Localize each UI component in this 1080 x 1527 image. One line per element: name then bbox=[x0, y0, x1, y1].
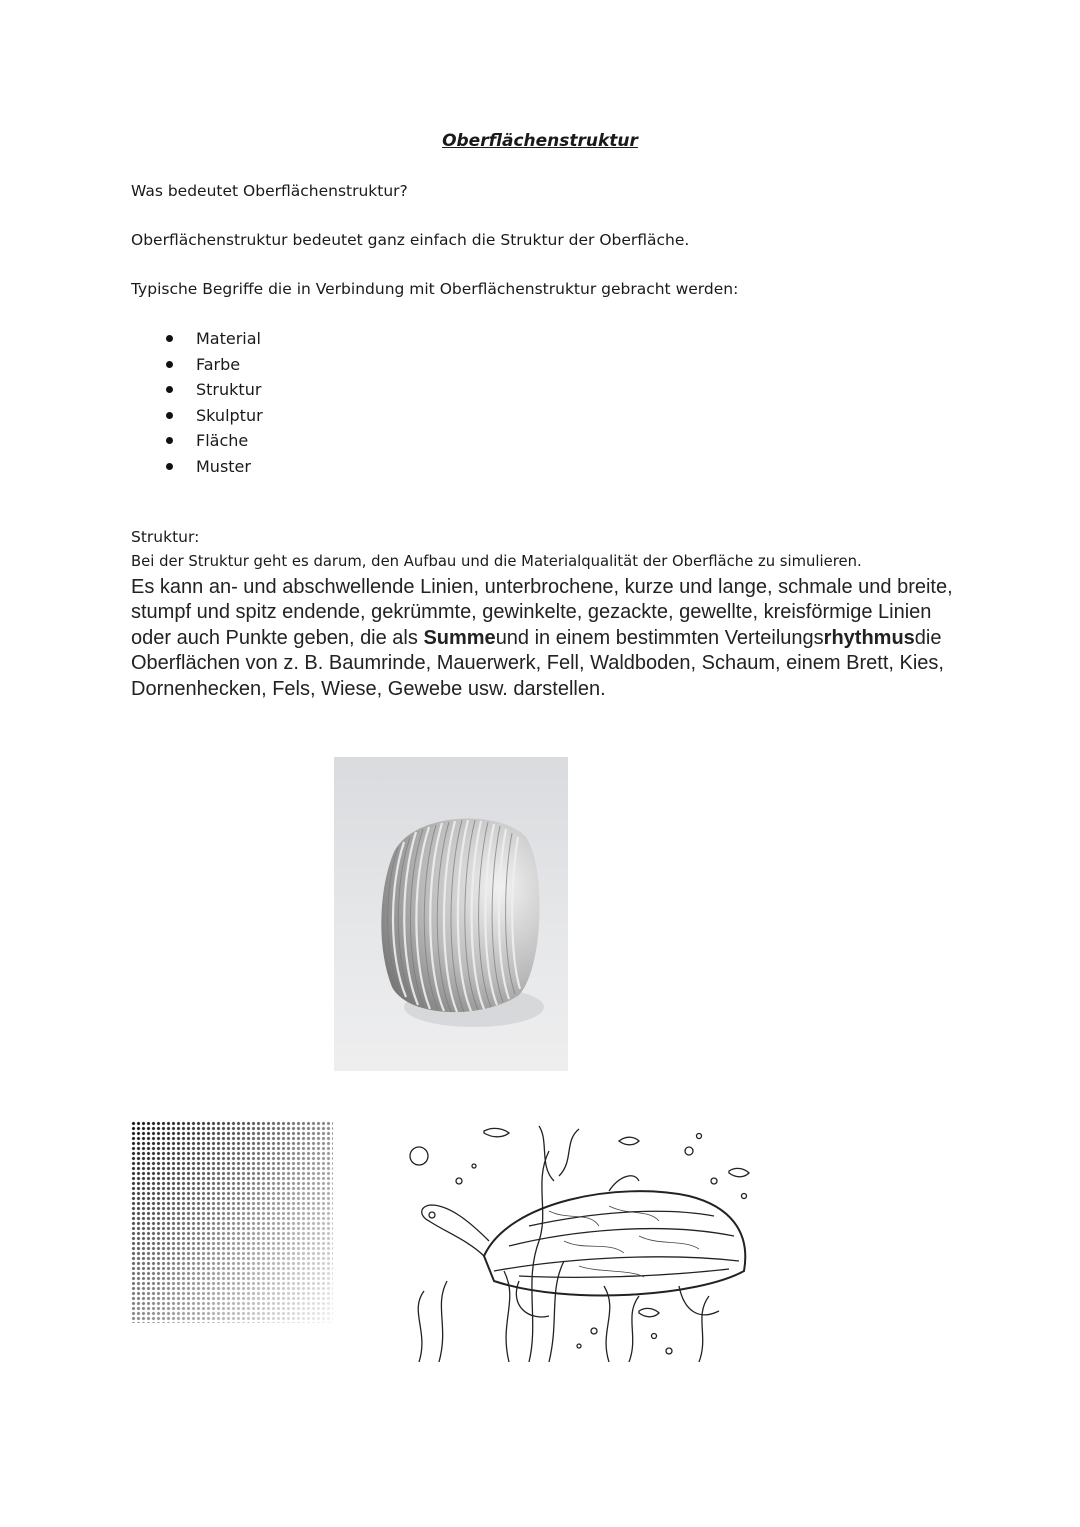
answer-text: Oberflächenstruktur bedeutet ganz einfach die Struktur der Oberfläche. bbox=[131, 231, 690, 249]
sculpture-image bbox=[334, 757, 568, 1071]
structure-intro-text: Bei der Struktur geht es darum, den Aufbau und die Materialqualität der Oberfläche zu simulieren. bbox=[131, 553, 862, 570]
terms-list bbox=[131, 326, 263, 479]
halftone-pattern-image bbox=[131, 1121, 333, 1323]
terms-intro-text: Typische Begriffe die in Verbindung mit Oberflächenstruktur gebracht werden: bbox=[131, 280, 739, 298]
bold-term-rhythmus: rhythmus bbox=[823, 626, 915, 649]
list-item: Material bbox=[131, 326, 263, 352]
list-item: Skulptur bbox=[131, 403, 263, 429]
question-text: Was bedeutet Oberflächenstruktur? bbox=[131, 182, 408, 200]
list-item: Muster bbox=[131, 454, 263, 480]
list-item: Farbe bbox=[131, 352, 263, 378]
bold-term-summe: Summe bbox=[423, 626, 496, 649]
structure-body-text: Es kann an- und abschwellende Linien, unterbrochene, kurze und lange, schmale und breite, stumpf und spitz endende, gekrümmte, gewinkelte, gezackte, gewellte, kreisförmige Linien oder auch Punkte geben, die als Summeund in einem bestimmten Verteilungsrhythmusdie Oberflächen von z. B. Baumrinde, Mauerwerk, Fell, Waldboden, Schaum, einem Brett, Kies, Dornenhecken, Fels, Wiese, Gewebe usw. darstellen. bbox=[131, 576, 953, 700]
list-item: Struktur bbox=[131, 377, 263, 403]
turtle-drawing-image bbox=[399, 1121, 762, 1362]
structure-heading: Struktur: bbox=[131, 528, 200, 546]
list-item: Fläche bbox=[131, 428, 263, 454]
page-title: Oberflächenstruktur bbox=[442, 131, 638, 151]
